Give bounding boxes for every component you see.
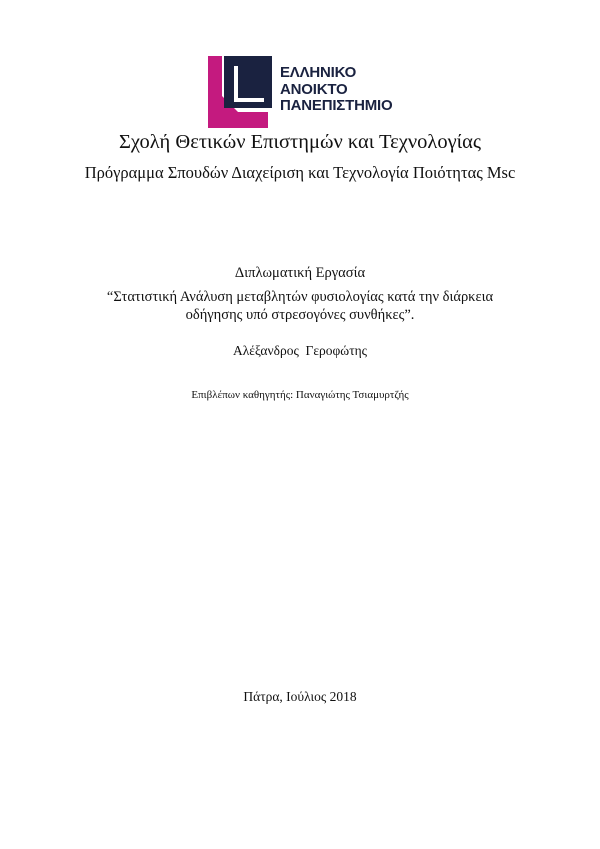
logo-line-2: ΑΝΟΙΚΤΟ bbox=[280, 80, 348, 98]
thesis-title-line-2: οδήγησης υπό στρεσογόνες συνθήκες”. bbox=[185, 307, 415, 323]
thesis-title bbox=[0, 288, 600, 324]
program-heading: Πρόγραμμα Σπουδών Διαχείριση και Τεχνολογία Ποιότητας Msc bbox=[84, 163, 516, 182]
thesis-title-line-1: “Στατιστική Ανάλυση μεταβλητών φυσιολογίας κατά την διάρκεια bbox=[106, 289, 494, 305]
school-heading: Σχολή Θετικών Επιστημών και Τεχνολογίας bbox=[118, 131, 482, 153]
author-name: Αλέξανδρος Γεροφώτης bbox=[232, 343, 368, 358]
university-logo bbox=[208, 56, 398, 128]
logo-wordmark bbox=[280, 65, 392, 115]
place-date: Πάτρα, Ιούλιος 2018 bbox=[243, 689, 357, 704]
logo-line-1: ΕΛΛΗΝΙΚΟ bbox=[280, 64, 357, 81]
logo-line-3: ΠΑΝΕΠΙΣΤΗΜΙΟ bbox=[280, 97, 393, 114]
logo-emblem-icon bbox=[208, 56, 274, 128]
supervisor-line: Επιβλέπων καθηγητής: Παναγιώτης Τσιαμυρτζής bbox=[191, 389, 409, 401]
thesis-label: Διπλωματική Εργασία bbox=[234, 265, 366, 281]
